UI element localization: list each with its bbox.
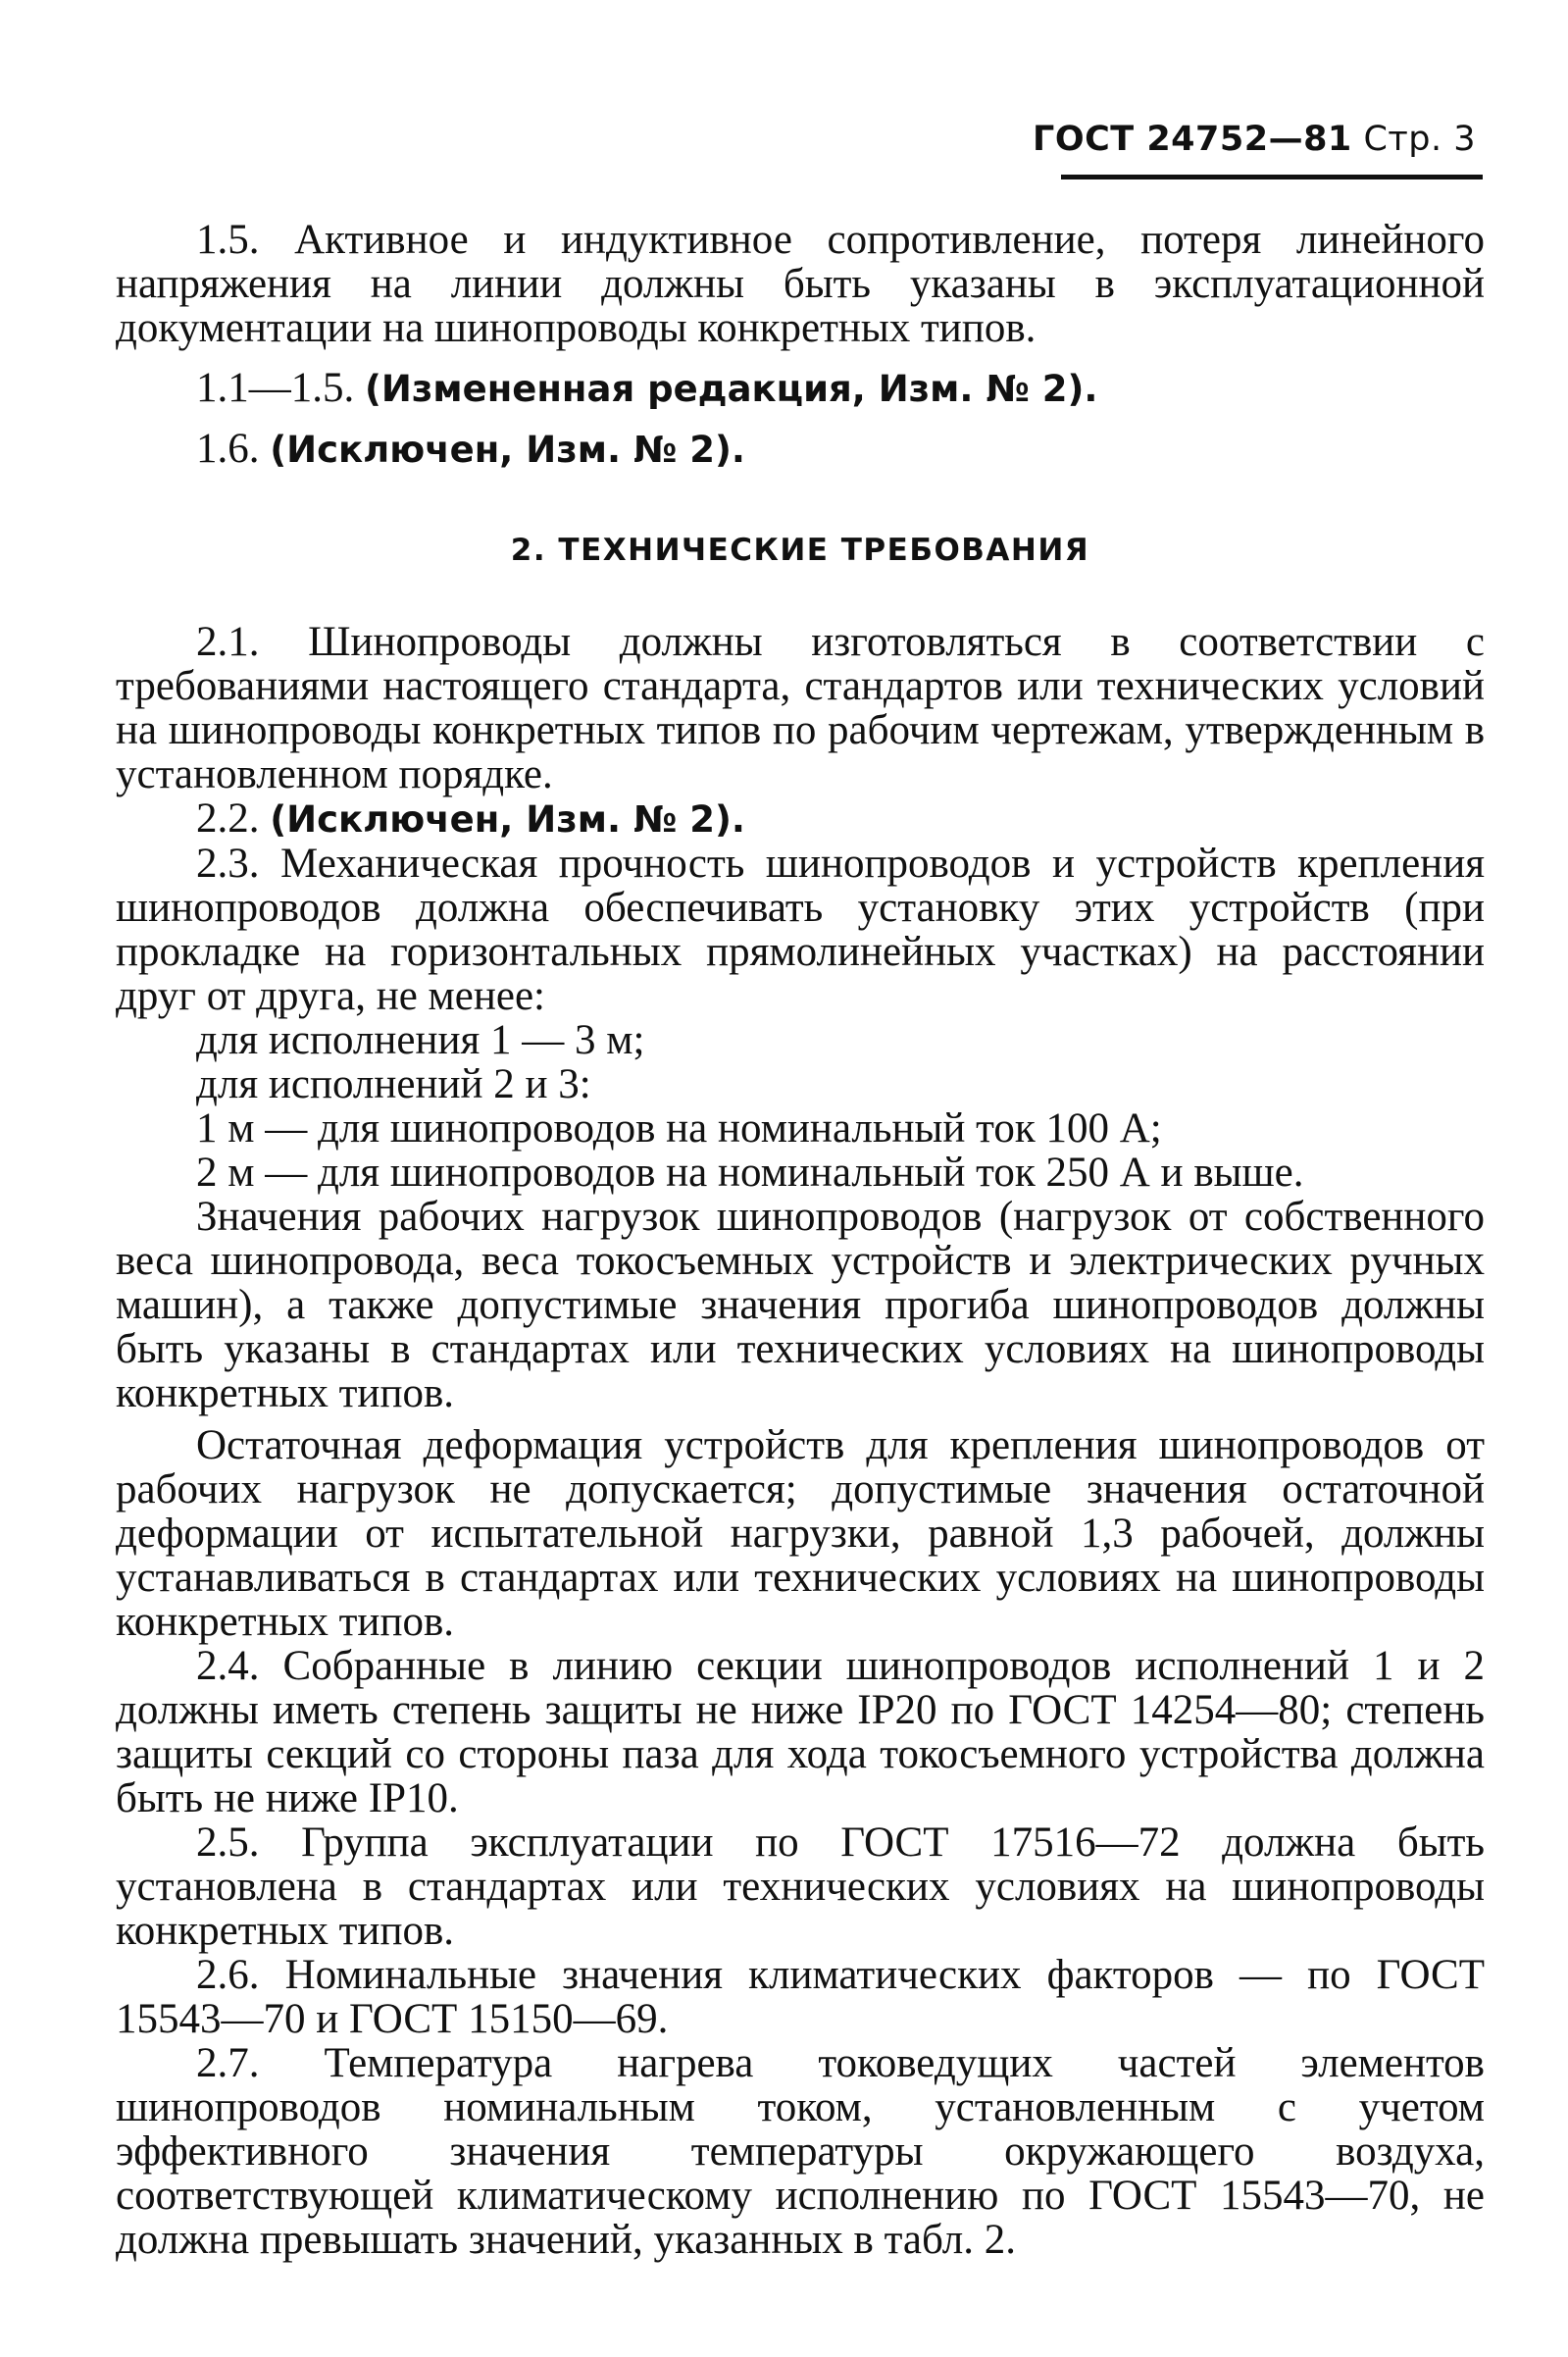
clause-2-2: [116, 796, 1485, 842]
clause-2-3-loads: Значения рабочих нагрузок шинопроводов (нагрузок от собственного веса шинопровода, веса токосъемных устройств и электрических ручных машин), а также допустимые значения прогиба шинопроводов должны быть указаны в стандартах или технических условиях на шинопроводы конкретных типов.: [116, 1194, 1485, 1416]
clause-1-6: [116, 427, 1485, 472]
amendment-note: (Исключен, Изм. № 2).: [270, 429, 745, 471]
standard-number: ГОСТ 24752—81: [1033, 120, 1352, 159]
clause-2-3-item-a: для исполнения 1 — 3 м;: [196, 1017, 645, 1063]
clause-2-1: 2.1. Шинопроводы должны изготовляться в соответствии с требованиями настоящего стандарта, стандартов или технических условий на шинопроводы конкретных типов по рабочим чертежам, утвержденным в установленном порядке.: [116, 619, 1485, 797]
clause-2-3-item-b: для исполнений 2 и 3:: [196, 1061, 591, 1107]
clause-2-6: 2.6. Номинальные значения климатических факторов — по ГОСТ 15543—70 и ГОСТ 15150—69.: [116, 1952, 1485, 2042]
clause-1-1-1-5: [116, 366, 1485, 411]
amendment-note: (Исключен, Изм. № 2).: [270, 798, 745, 841]
clause-2-5: 2.5. Группа эксплуатации по ГОСТ 17516—72 должна быть установлена в стандартах или технических условиях на шинопроводы конкретных типов.: [116, 1819, 1485, 1954]
clause-2-3-item-d: 2 м — для шинопроводов на номинальный ток 250 А и выше.: [196, 1150, 1304, 1196]
clause-number: 1.1—1.5.: [196, 365, 355, 411]
clause-2-3-deformation: Остаточная деформация устройств для крепления шинопроводов от рабочих нагрузок не допускается; допустимые значения остаточной деформации от испытательной нагрузки, равной 1,3 рабочей, должны устанавливаться в стандартах или технических условиях на шинопроводы конкретных типов.: [116, 1422, 1485, 1645]
page-header: [1033, 120, 1476, 159]
amendment-note: (Измененная редакция, Изм. № 2).: [365, 368, 1098, 410]
page-number: Стр. 3: [1363, 120, 1476, 159]
document-body: [116, 218, 1485, 2262]
clause-2-3-item-c: 1 м — для шинопроводов на номинальный ток 100 А;: [196, 1105, 1162, 1152]
clause-1-5: 1.5. Активное и индуктивное сопротивление, потеря линейного напряжения на линии должны быть указаны в эксплуатационной документации на шинопроводы конкретных типов.: [116, 217, 1485, 351]
section-heading: 2. ТЕХНИЧЕСКИЕ ТРЕБОВАНИЯ: [510, 533, 1090, 568]
header-rule: [1061, 175, 1483, 179]
clause-2-7: 2.7. Температура нагрева токоведущих частей элементов шинопроводов номинальным током, установленным с учетом эффективного значения температуры окружающего воздуха, соответствующей климатическому исполнению по ГОСТ 15543—70, не должна превышать значений, указанных в табл. 2.: [116, 2040, 1485, 2263]
clause-2-3: 2.3. Механическая прочность шинопроводов и устройств крепления шинопроводов должна обеспечивать установку этих устройств (при прокладке на горизонтальных прямолинейных участках) на расстоянии друг от друга, не менее:: [116, 841, 1485, 1019]
clause-number: 2.2.: [196, 795, 260, 842]
clause-2-4: 2.4. Собранные в линию секции шинопроводов исполнений 1 и 2 должны иметь степень защиты не ниже IP20 по ГОСТ 14254—80; степень защиты секций со стороны паза для хода токосъемного устройства должна быть не ниже IP10.: [116, 1643, 1485, 1821]
clause-number: 1.6.: [196, 426, 260, 472]
